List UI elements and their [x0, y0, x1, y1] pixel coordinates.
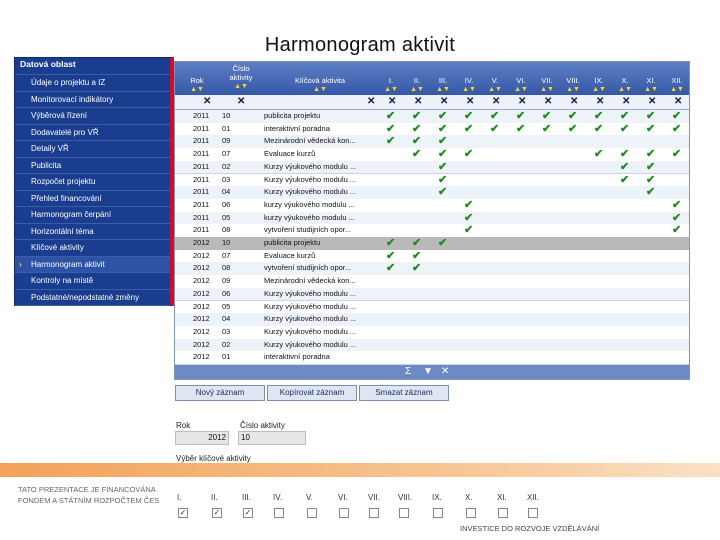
cell-year: 2012 — [193, 314, 210, 324]
col-header-month[interactable]: III. ▲▼ — [436, 76, 450, 93]
check-icon: ✔ — [438, 135, 448, 148]
check-icon: ✔ — [464, 198, 474, 211]
check-icon: ✔ — [672, 224, 682, 237]
sidebar-item[interactable]: Horizontální téma — [15, 223, 170, 240]
cell-year: 2011 — [193, 187, 210, 197]
table-row[interactable] — [175, 186, 689, 199]
check-icon: ✔ — [568, 122, 578, 135]
cell-year: 2012 — [193, 352, 210, 362]
slide-title: Harmonogram aktivit — [264, 34, 456, 56]
table-row[interactable] — [175, 313, 689, 326]
check-icon: ✔ — [516, 110, 526, 122]
check-icon: ✔ — [464, 122, 474, 135]
month-checkbox[interactable] — [498, 508, 508, 518]
filter-clear-icon[interactable]: ✕ — [518, 96, 527, 107]
cell-number: 09 — [222, 276, 231, 286]
check-icon: ✔ — [672, 198, 682, 211]
table-row[interactable] — [175, 135, 689, 148]
cell-activity: Kurzy výukového modulu ... — [264, 314, 357, 324]
month-label: III. — [242, 493, 251, 502]
cell-activity: vytvoření studijních opor... — [264, 225, 352, 235]
grid-footer — [175, 365, 689, 379]
cislo-label: Číslo aktivity — [240, 421, 285, 430]
filter-clear-icon[interactable]: ✕ — [648, 96, 657, 107]
check-icon: ✔ — [542, 122, 552, 135]
cell-year: 2012 — [193, 250, 210, 260]
filter-row — [175, 95, 689, 110]
col-header-month[interactable]: I. ▲▼ — [384, 76, 398, 93]
check-icon: ✔ — [438, 148, 448, 161]
filter-clear-icon[interactable]: ✕ — [544, 96, 553, 107]
sidebar-item[interactable]: Podstatné/nepodstatné změny — [15, 289, 170, 306]
check-icon: ✔ — [672, 110, 682, 122]
month-label: XII. — [527, 493, 540, 502]
check-icon: ✔ — [672, 122, 682, 135]
table-row[interactable] — [175, 212, 689, 225]
cell-number: 06 — [222, 288, 231, 298]
month-label: IX. — [432, 493, 442, 502]
month-label: XI. — [497, 493, 507, 502]
sidebar-item[interactable]: Rozpočet projektu — [15, 173, 170, 190]
cell-year: 2011 — [193, 149, 210, 159]
check-icon: ✔ — [620, 122, 630, 135]
grid-header — [175, 62, 689, 95]
table-row[interactable] — [175, 326, 689, 339]
cell-number: 07 — [222, 250, 231, 260]
cell-number: 07 — [222, 149, 231, 159]
check-icon: ✔ — [490, 122, 500, 135]
filter-clear-icon[interactable]: ✕ — [466, 96, 475, 107]
filter-clear-icon[interactable]: ✕ — [570, 96, 579, 107]
sidebar-item[interactable]: Dodavatelé pro VŘ — [15, 124, 170, 141]
check-icon: ✔ — [672, 148, 682, 161]
check-icon: ✔ — [594, 148, 604, 161]
cell-activity: Kurzy výukového modulu ... — [264, 161, 357, 171]
orange-band — [0, 463, 720, 477]
month-label: I. — [177, 493, 182, 502]
filter-clear-icon[interactable]: ✕ — [674, 96, 683, 107]
cell-activity: Evaluace kurzů — [264, 250, 316, 260]
cell-number: 01 — [222, 123, 231, 133]
cell-number: 10 — [222, 111, 231, 120]
cell-number: 05 — [222, 301, 231, 311]
cell-number: 06 — [222, 199, 231, 209]
col-header-month[interactable]: VIII. ▲▼ — [566, 76, 580, 93]
cell-activity: publicita projektu — [264, 238, 321, 247]
month-checkbox[interactable]: ✓ — [213, 508, 221, 517]
check-icon: ✔ — [438, 110, 448, 122]
col-header-cislo[interactable]: Číslo aktivity ▲▼ — [229, 64, 253, 90]
disclaimer: TATO PREZENTACE JE FINANCOVÁNA FONDEM A STÁTNÍM ROZPOČTEM ČES — [18, 485, 160, 505]
cell-activity: Kurzy výukového modulu ... — [264, 187, 357, 197]
sidebar-header: Datová oblast — [20, 59, 76, 69]
check-icon: ✔ — [594, 122, 604, 135]
col-header-klicova[interactable]: Klíčová aktivita ▲▼ — [294, 76, 346, 93]
col-header-month[interactable]: XII. ▲▼ — [670, 76, 684, 93]
cell-activity: Mezinárodní vědecká kon... — [264, 136, 356, 146]
check-icon: ✔ — [646, 110, 656, 122]
cell-number: 08 — [222, 225, 231, 235]
filter-clear-icon[interactable]: ✕ — [367, 96, 376, 107]
cell-activity: publicita projektu — [264, 111, 321, 120]
table-row[interactable] — [175, 275, 689, 288]
table-row[interactable] — [175, 250, 689, 263]
check-icon: ✔ — [646, 148, 656, 161]
month-checkbox[interactable] — [307, 508, 317, 518]
cell-year: 2012 — [193, 288, 210, 298]
check-icon: ✔ — [386, 262, 396, 275]
cell-activity: vytvoření studijních opor... — [264, 263, 352, 273]
cell-number: 02 — [222, 339, 231, 349]
check-icon: ✔ — [438, 173, 448, 186]
cell-activity: Mezinárodní vědecká kon... — [264, 276, 356, 286]
cell-year: 2011 — [193, 123, 210, 133]
check-icon: ✔ — [386, 122, 396, 135]
cell-number: 03 — [222, 174, 231, 184]
month-label: VI. — [338, 493, 348, 502]
check-icon: ✔ — [620, 173, 630, 186]
table-row[interactable] — [175, 351, 689, 364]
check-icon: ✔ — [594, 110, 604, 122]
footer-brand: INVESTICE DO ROZVOJE VZDĚLÁVÁNÍ — [460, 524, 600, 533]
table-row[interactable] — [175, 288, 689, 301]
col-header-month[interactable]: IV. ▲▼ — [462, 76, 476, 93]
cell-year: 2012 — [193, 339, 210, 349]
sidebar-item[interactable]: Výběrová řízení — [15, 107, 170, 124]
check-icon: ✔ — [412, 135, 422, 148]
sidebar-list — [15, 74, 170, 322]
table-row[interactable] — [175, 301, 689, 314]
cell-activity: Kurzy výukového modulu ... — [264, 326, 357, 336]
month-checkbox[interactable] — [274, 508, 284, 518]
check-icon: ✔ — [438, 186, 448, 199]
month-label: VII. — [368, 493, 381, 502]
filter-clear-icon[interactable]: ✕ — [622, 96, 631, 107]
rok-field[interactable]: 2012 — [175, 431, 229, 445]
table-row[interactable] — [175, 224, 689, 237]
vyber-label: Výběr klíčové aktivity — [176, 454, 251, 463]
cell-activity: kurzy výukového modulu ... — [264, 199, 355, 209]
month-checkbox[interactable] — [528, 508, 538, 518]
cell-year: 2011 — [193, 136, 210, 146]
check-icon: ✔ — [646, 186, 656, 199]
check-icon: ✔ — [438, 160, 448, 173]
col-header-month[interactable]: V. ▲▼ — [488, 76, 502, 93]
check-icon: ✔ — [386, 110, 396, 122]
check-icon: ✔ — [646, 160, 656, 173]
check-icon: ✔ — [464, 110, 474, 122]
cell-number: 05 — [222, 212, 231, 222]
filter-clear-icon[interactable]: ✕ — [237, 96, 246, 107]
cell-year: 2011 — [193, 212, 210, 222]
cell-year: 2011 — [193, 199, 210, 209]
table-row[interactable] — [175, 123, 689, 136]
table-row[interactable] — [175, 199, 689, 212]
filter-clear-icon[interactable]: ✕ — [388, 96, 397, 107]
sidebar-item[interactable]: › Harmonogram aktivit — [15, 256, 170, 273]
cell-number: 04 — [222, 314, 231, 324]
check-icon: ✔ — [464, 148, 474, 161]
cell-year: 2011 — [193, 225, 210, 235]
cell-number: 03 — [222, 326, 231, 336]
sidebar-item[interactable]: Údaje o projektu a IZ — [15, 74, 170, 91]
sidebar-item[interactable]: Přehled financování — [15, 190, 170, 207]
check-icon: ✔ — [464, 224, 474, 237]
cell-number: 01 — [222, 352, 231, 362]
cell-activity: Kurzy výukového modulu ... — [264, 174, 357, 184]
new-record-button[interactable]: Nový záznam — [175, 385, 265, 401]
month-checkbox[interactable] — [339, 508, 349, 518]
month-checkbox[interactable] — [369, 508, 379, 518]
col-header-month[interactable]: XI. ▲▼ — [644, 76, 658, 93]
filter-clear-icon[interactable]: ✕ — [414, 96, 423, 107]
table-row[interactable] — [175, 262, 689, 275]
col-header-month[interactable]: VI. ▲▼ — [514, 76, 528, 93]
check-icon: ✔ — [438, 122, 448, 135]
check-icon: ✔ — [542, 110, 552, 122]
month-checkbox[interactable] — [433, 508, 443, 518]
sidebar-item[interactable]: Detaily VŘ — [15, 140, 170, 157]
filter-clear-icon[interactable]: ✕ — [596, 96, 605, 107]
activity-grid — [174, 61, 690, 380]
filter-clear-icon[interactable]: ✕ — [492, 96, 501, 107]
cell-number: 09 — [222, 136, 231, 146]
cell-activity: Kurzy výukového modulu ... — [264, 288, 357, 298]
sidebar-item[interactable]: Přílohy — [15, 305, 170, 322]
cell-year: 2012 — [193, 238, 210, 247]
check-icon: ✔ — [620, 160, 630, 173]
check-icon: ✔ — [386, 249, 396, 262]
cell-activity: kurzy výukového modulu ... — [264, 212, 355, 222]
check-icon: ✔ — [672, 211, 682, 224]
cell-year: 2012 — [193, 276, 210, 286]
check-icon: ✔ — [438, 237, 448, 249]
sidebar-item[interactable]: Harmonogram čerpání — [15, 206, 170, 223]
copy-record-button[interactable]: Kopírovat záznam — [267, 385, 357, 401]
cell-activity: Evaluace kurzů — [264, 149, 316, 159]
col-header-month[interactable]: VII. ▲▼ — [540, 76, 554, 93]
month-label: VIII. — [398, 493, 413, 502]
col-header-month[interactable]: IX. ▲▼ — [592, 76, 606, 93]
close-filter-icon[interactable]: ✕ — [441, 366, 450, 377]
cell-year: 2011 — [193, 174, 210, 184]
sidebar-item[interactable]: Kontroly na místě — [15, 272, 170, 289]
check-icon: ✔ — [412, 148, 422, 161]
table-row[interactable] — [175, 174, 689, 187]
check-icon: ✔ — [646, 173, 656, 186]
filter-clear-icon[interactable]: ✕ — [440, 96, 449, 107]
month-label: IV. — [273, 493, 283, 502]
cell-number: 08 — [222, 263, 231, 273]
check-icon: ✔ — [568, 110, 578, 122]
table-row[interactable] — [175, 110, 689, 123]
cell-activity: interaktivní poradna — [264, 123, 330, 133]
col-header-rok[interactable]: Rok ▲▼ — [190, 76, 204, 93]
check-icon: ✔ — [620, 110, 630, 122]
check-icon: ✔ — [620, 148, 630, 161]
check-icon: ✔ — [412, 262, 422, 275]
sidebar-item[interactable]: Monitorovací indikátory — [15, 91, 170, 108]
table-row[interactable] — [175, 161, 689, 174]
check-icon: ✔ — [412, 249, 422, 262]
cell-number: 04 — [222, 187, 231, 197]
table-row[interactable] — [175, 148, 689, 161]
cell-activity: interaktivní poradna — [264, 352, 330, 362]
cell-year: 2012 — [193, 263, 210, 273]
filter-clear-icon[interactable]: ✕ — [203, 96, 212, 107]
check-icon: ✔ — [490, 110, 500, 122]
check-icon: ✔ — [464, 211, 474, 224]
check-icon: ✔ — [516, 122, 526, 135]
table-row[interactable] — [175, 237, 689, 250]
check-icon: ✔ — [386, 135, 396, 148]
month-checkbox[interactable]: ✓ — [244, 508, 252, 517]
col-header-month[interactable]: II. ▲▼ — [410, 76, 424, 93]
sidebar-item[interactable]: Publicita — [15, 157, 170, 174]
sum-icon[interactable]: Σ — [405, 366, 412, 377]
cell-activity: Kurzy výukového modulu ... — [264, 301, 357, 311]
month-label: II. — [211, 493, 218, 502]
cell-activity: Kurzy výukového modulu ... — [264, 339, 357, 349]
month-label: V. — [306, 493, 313, 502]
cell-number: 02 — [222, 161, 231, 171]
cell-year: 2012 — [193, 326, 210, 336]
check-icon: ✔ — [412, 122, 422, 135]
check-icon: ✔ — [646, 122, 656, 135]
month-checkbox[interactable] — [466, 508, 476, 518]
month-checkbox[interactable] — [399, 508, 409, 518]
cislo-field[interactable]: 10 — [238, 431, 306, 445]
rok-label: Rok — [176, 421, 191, 430]
col-header-month[interactable]: X. ▲▼ — [618, 76, 632, 93]
delete-record-button[interactable]: Smazat záznam — [359, 385, 449, 401]
cell-year: 2011 — [193, 161, 210, 171]
check-icon: ✔ — [412, 237, 422, 249]
cell-year: 2011 — [193, 111, 210, 120]
check-icon: ✔ — [412, 110, 422, 122]
month-label: X. — [465, 493, 473, 502]
sidebar-item[interactable]: Klíčové aktivity — [15, 239, 170, 256]
check-icon: ✔ — [386, 237, 396, 249]
month-checkbox[interactable]: ✓ — [179, 508, 187, 517]
cell-year: 2012 — [193, 301, 210, 311]
filter-icon[interactable]: ▼ — [423, 366, 433, 377]
cell-number: 10 — [222, 238, 231, 247]
sidebar — [14, 57, 174, 318]
table-row[interactable] — [175, 339, 689, 352]
